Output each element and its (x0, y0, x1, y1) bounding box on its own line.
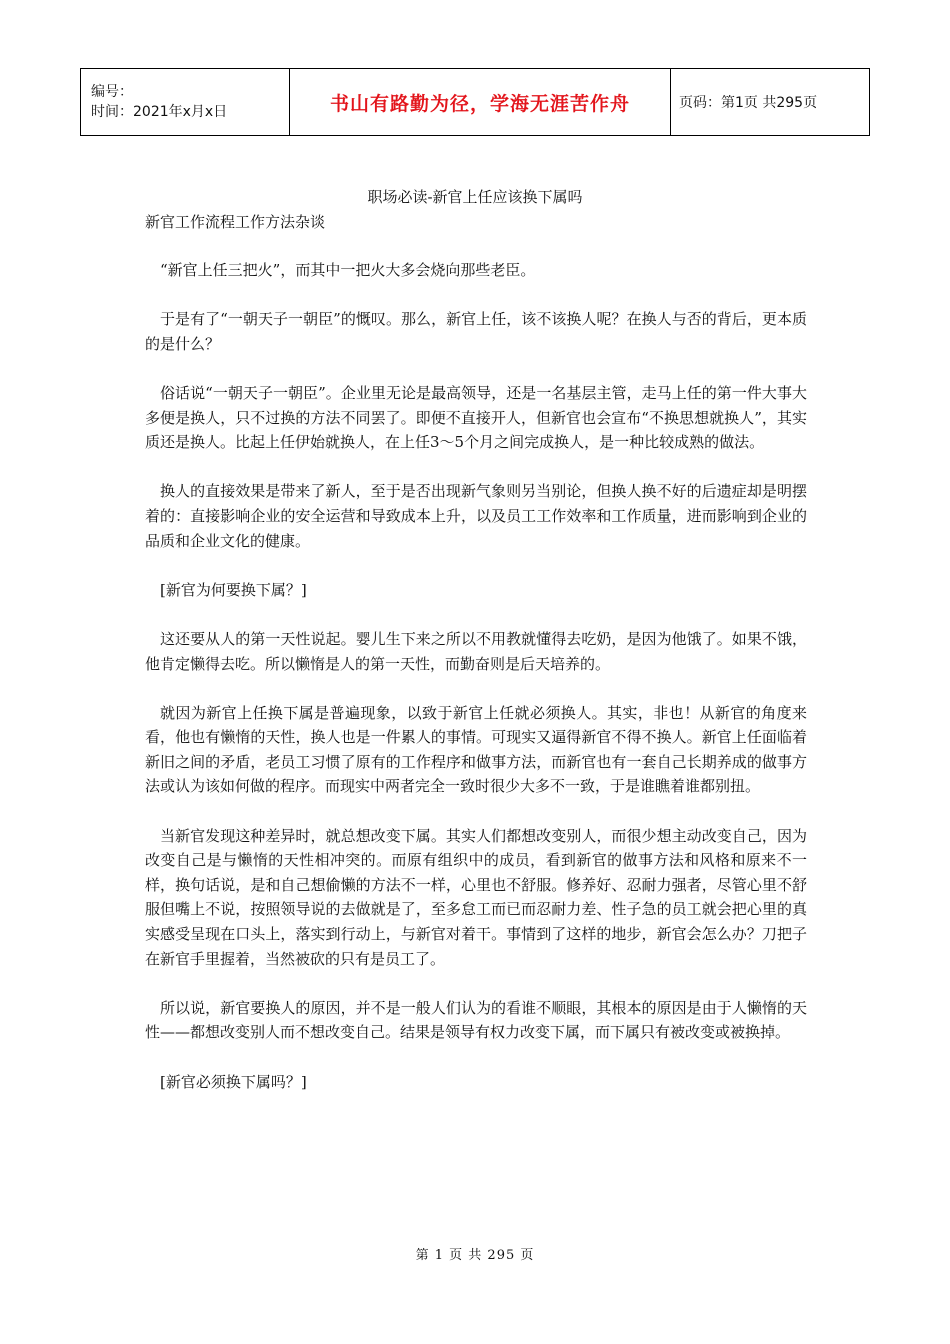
document-subtitle: 新官工作流程工作方法杂谈 (145, 213, 326, 231)
page-footer: 第 1 页 共 295 页 (415, 1248, 535, 1263)
paragraph: 俗话说“一朝天子一朝臣”。企业里无论是最高领导，还是一名基层主管，走马上任的第一件大事大多便是换人，只不过换的方法不同罢了。即便不直接开人，但新官也会宣布“不换思想就换人”，其实质还是换人。比起上任伊始就换人，在上任3～5个月之间完成换人，是一种比较成熟的做法。 (145, 383, 807, 452)
paragraph: 换人的直接效果是带来了新人，至于是否出现新气象则另当别论，但换人换不好的后遗症却是明摆着的：直接影响企业的安全运营和导致成本上升，以及员工工作效率和工作质量，进而影响到企业的品质和企业文化的健康。 (145, 482, 807, 550)
paragraph: “新官上任三把火”，而其中一把火大多会烧向那些老臣。 (160, 261, 536, 279)
header-motto: 书山有路勤为径，学海无涯苦作舟 (290, 69, 671, 136)
header-table (80, 68, 870, 136)
document-body (145, 258, 807, 1119)
document-date-label: 时间：2021年x月x日 (91, 104, 228, 120)
paragraph: 于是有了“一朝天子一朝臣”的慨叹。那么，新官上任，该不该换人呢？在换人与否的背后，更本质的是什么？ (145, 310, 807, 353)
header-page-info: 页码：第1页 共295页 (671, 69, 870, 136)
section-heading: [新官为何要换下属？] (160, 580, 307, 599)
header-left-cell (81, 69, 290, 136)
paragraph: 当新官发现这种差异时，就总想改变下属。其实人们都想改变别人，而很少想主动改变自己，因为改变自己是与懒惰的天性相冲突的。而原有组织中的成员，看到新官的做事方法和风格和原来不一样，换句话说，是和自己想偷懒的方法不一样，心里也不舒服。修养好、忍耐力强者，尽管心里不舒服但嘴上不说，按照领导说的去做就是了，至多怠工而已而忍耐力差、性子急的员工就会把心里的真实感受呈现在口头上，落实到行动上，与新官对着干。事情到了这样的地步，新官会怎么办？刀把子在新官手里握着，当然被砍的只有是员工了。 (145, 826, 807, 968)
document-number-label: 编号： (91, 84, 133, 100)
document-title: 职场必读-新官上任应该换下属吗 (367, 188, 583, 206)
paragraph: 所以说，新官要换人的原因，并不是一般人们认为的看谁不顺眼，其根本的原因是由于人懒惰的天性——都想改变别人而不想改变自己。结果是领导有权力改变下属，而下属只有被改变或被换掉。 (145, 998, 807, 1042)
paragraph: 这还要从人的第一天性说起。婴儿生下来之所以不用教就懂得去吃奶，是因为他饿了。如果不饿，他肯定懒得去吃。所以懒惰是人的第一天性，而勤奋则是后天培养的。 (145, 629, 807, 673)
paragraph: 就因为新官上任换下属是普遍现象，以致于新官上任就必须换人。其实，非也！从新官的角度来看，他也有懒惰的天性，换人也是一件累人的事情。可现实又逼得新官不得不换人。新官上任面临着新旧之间的矛盾，老员工习惯了原有的工作程序和做事方法，而新官也有一套自己长期养成的做事方法或认为该如何做的程序。而现实中两者完全一致时很少大多不一致，于是谁瞧着谁都别扭。 (145, 703, 807, 796)
section-heading: [新官必须换下属吗？] (160, 1072, 307, 1091)
